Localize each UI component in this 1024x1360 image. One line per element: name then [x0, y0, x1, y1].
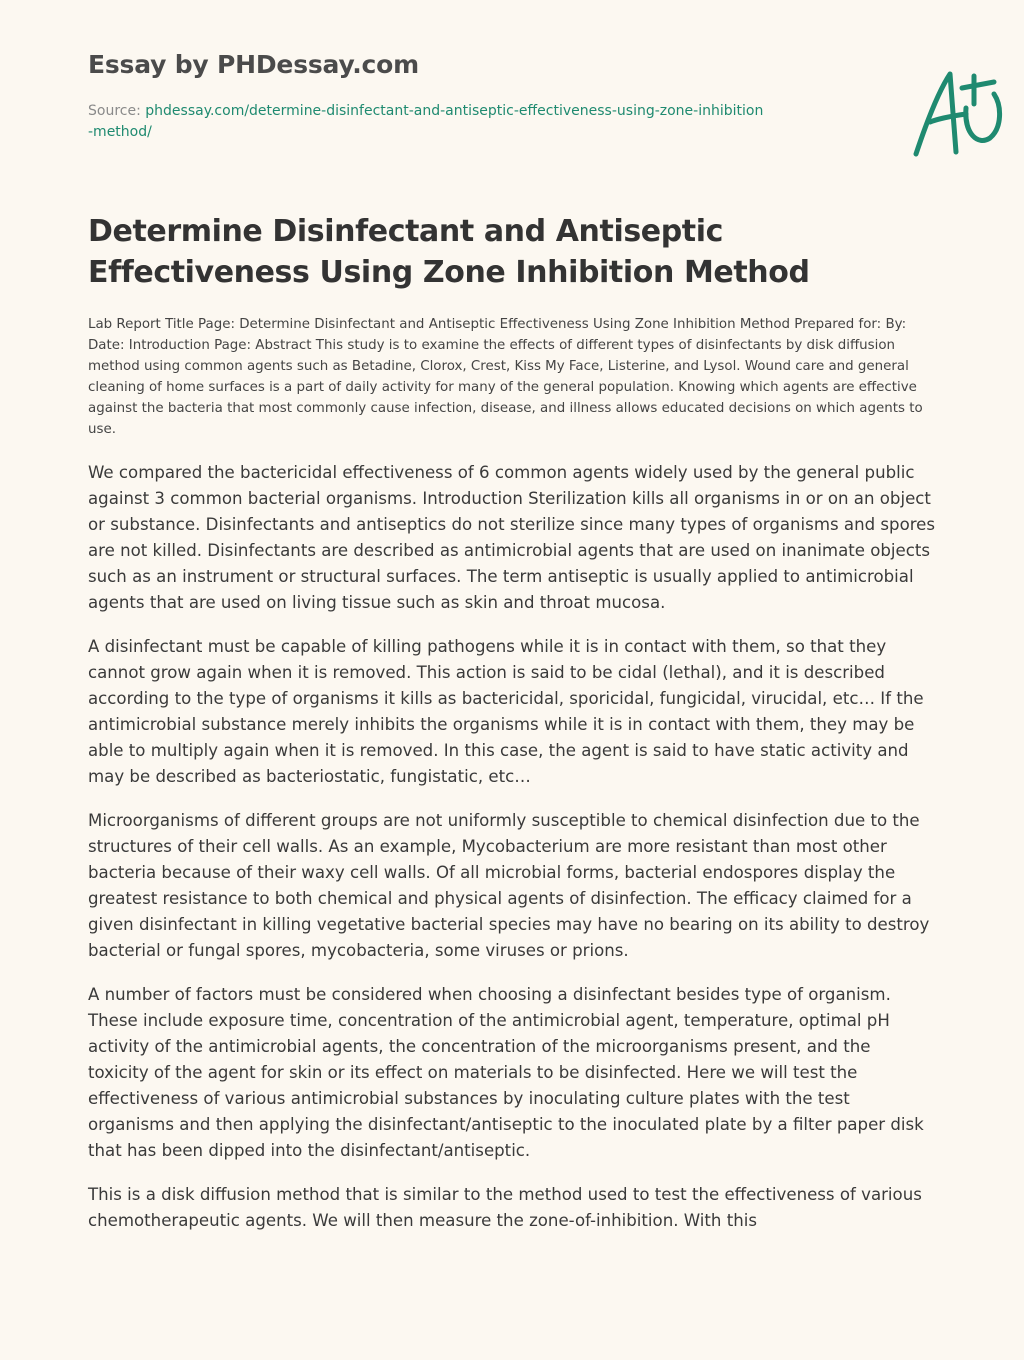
- body-paragraph: Microorganisms of different groups are not uniformly susceptible to chemical disinfection due to the structures of their cell walls. As an example, Mycobacterium are more resistant than most other bacteria because of their waxy cell walls. Of all microbial forms, bacterial endospores display the greatest resistance to both chemical and physical agents of disinfection. The efficacy claimed for a given disinfectant in killing vegetative bacterial species may have no bearing on its ability to destroy bacterial or fungal spores, mycobacteria, some viruses or prions.: [88, 811, 930, 960]
- source-label: Source:: [88, 103, 146, 119]
- page-title: Determine Disinfectant and Antiseptic Effectiveness Using Zone Inhibition Method: [88, 214, 810, 290]
- body-paragraph: We compared the bactericidal effectiveness of 6 common agents widely used by the general public against 3 common bacterial organisms. Introduction Sterilization kills all organisms in or on an object or substance. Disinfectants and antiseptics do not sterilize since many types of organisms and spores are not killed. Disinfectants are described as antimicrobial agents that are used on inanimate objects such as an instrument or structural surfaces. The term antiseptic is usually applied to antimicrobial agents that are used on living tissue such as skin and throat mucosa.: [88, 463, 936, 612]
- body-paragraph: A number of factors must be considered when choosing a disinfectant besides type of organism. These include exposure time, concentration of the antimicrobial agent, temperature, optimal pH activity of the antimicrobial agents, the concentration of the microorganisms present, and the toxicity of the agent for skin or its effect on materials to be disinfected. Here we will test the effectiveness of various antimicrobial substances by inoculating culture plates with the test organisms and then applying the disinfectant/antiseptic to the inoculated plate by a filter paper disk that has been dipped into the disinfectant/antiseptic.: [88, 985, 924, 1160]
- body-paragraph: A disinfectant must be capable of killing pathogens while it is in contact with them, so that they cannot grow again when it is removed. This action is said to be cidal (lethal), and it is described according to the type of organisms it kills as bactericidal, sporicidal, fungicidal, virucidal, etc… If the antimicrobial substance merely inhibits the organisms while it is in contact with them, they may be able to multiply again when it is removed. In this case, the agent is said to have static activity and may be described as bacteriostatic, fungistatic, etc…: [88, 637, 924, 786]
- source-link[interactable]: phdessay.com/determine-disinfectant-and-antiseptic-effectiveness-using-zone-inhibition-method/: [88, 103, 764, 140]
- abstract-paragraph: Lab Report Title Page: Determine Disinfectant and Antiseptic Effectiveness Using Zone Inhibition Method Prepared for: By: Date: Introduction Page: Abstract This study is to examine the effects of different types of disinfectants by disk diffusion method using common agents such as Betadine, Clorox, Crest, Kiss My Face, Listerine, and Lysol. Wound care and general cleaning of home surfaces is a part of daily activity for many of the general population. Knowing which agents are effective against the bacteria that most commonly cause infection, disease, and illness allows educated decisions on which agents to use.: [88, 317, 923, 437]
- essay-body: [88, 460, 936, 1252]
- site-brand: Essay by PHDessay.com: [88, 50, 419, 79]
- source-line: [88, 101, 768, 143]
- a-plus-logo-icon: [908, 64, 1008, 160]
- body-paragraph: This is a disk diffusion method that is similar to the method used to test the effectiveness of various chemotherapeutic agents. We will then measure the zone-of-inhibition. With this: [88, 1185, 922, 1230]
